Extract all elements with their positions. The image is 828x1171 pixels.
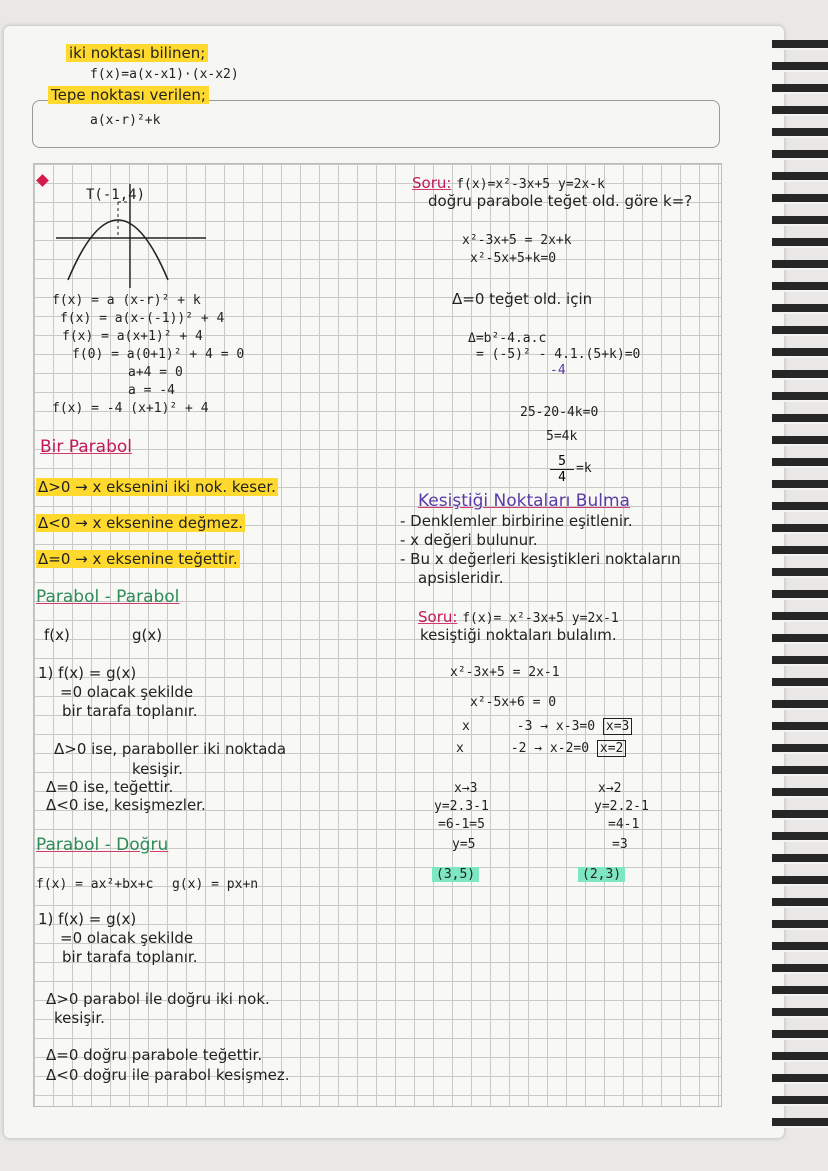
parabol-parabol-title: Parabol - Parabol	[36, 587, 180, 607]
soru1-step7: 25-20-4k=0	[520, 405, 599, 420]
pd-fx: f(x) = ax²+bx+c	[36, 877, 154, 892]
pd-step6: Δ=0 doğru parabole teğettir.	[46, 1046, 263, 1064]
case1-b: y=2.3-1	[434, 799, 489, 814]
case1-d: y=5	[452, 837, 476, 852]
soru1-line	[412, 174, 605, 194]
soru1-step5: = (-5)² - 4.1.(5+k)=0	[476, 347, 641, 362]
soru1-fraction	[550, 454, 574, 485]
left-line2: f(x) = a(x-(-1))² + 4	[60, 311, 225, 326]
pp-step6: Δ=0 ise, teğettir.	[46, 778, 174, 796]
soru2-question2: kesiştiği noktaları bulalım.	[420, 626, 617, 644]
left-line6: a = -4	[128, 383, 175, 398]
kesisme-step1: - Denklemler birbirine eşitlenir.	[400, 512, 633, 530]
factor2-x: x	[456, 741, 464, 756]
spiral-binding	[772, 30, 828, 1140]
pd-step3: bir tarafa toplanır.	[62, 948, 198, 966]
soru2-label: Soru:	[418, 608, 458, 626]
soru2-step2: x²-5x+6 = 0	[470, 695, 557, 710]
parabol-dogru-title: Parabol - Doğru	[36, 835, 169, 855]
factor2-text: -2 → x-2=0	[510, 741, 590, 756]
fraction-numerator: 5	[550, 454, 574, 470]
left-line7: f(x) = -4 (x+1)² + 4	[52, 401, 209, 416]
soru1-step1: x²-3x+5 = 2x+k	[462, 233, 572, 248]
case2-b: y=2.2-1	[594, 799, 649, 814]
case2-c: =4-1	[608, 817, 640, 832]
case2-point: (2,3)	[578, 866, 625, 884]
factor1-result: x=3	[603, 718, 632, 735]
kesisme-title: Kesiştiği Noktaları Bulma	[418, 491, 630, 511]
pd-step2: =0 olacak şekilde	[60, 929, 194, 947]
soru1-step4: Δ=b²-4.a.c	[468, 331, 547, 346]
pd-step1: 1) f(x) = g(x)	[38, 910, 137, 928]
pp-step2: =0 olacak şekilde	[60, 683, 194, 701]
graph-vertex-label: T(-1,4)	[86, 187, 146, 203]
soru1-step8: 5=4k	[546, 429, 578, 444]
kesisme-step2: - x değeri bulunur.	[400, 531, 538, 549]
soru1-step2: x²-5x+5+k=0	[470, 251, 557, 266]
case1-point: (3,5)	[432, 866, 479, 884]
pd-gx: g(x) = px+n	[172, 877, 259, 892]
left-line4: f(0) = a(0+1)² + 4 = 0	[72, 347, 245, 362]
pp-step3: bir tarafa toplanır.	[62, 702, 198, 720]
pp-step7: Δ<0 ise, kesişmezler.	[46, 796, 206, 814]
soru1-question2: doğru parabole teğet old. göre k=?	[428, 192, 693, 210]
factor1-x: x	[462, 719, 470, 734]
case2-a: x→2	[598, 781, 622, 796]
delta-rule-1: Δ>0 → x eksenini iki nok. keser.	[38, 478, 276, 496]
case1-c: =6-1=5	[438, 817, 485, 832]
pp-step1: 1) f(x) = g(x)	[38, 664, 137, 682]
soru2-step1: x²-3x+5 = 2x-1	[450, 665, 560, 680]
delta-rule-3: Δ=0 → x eksenine teğettir.	[38, 550, 238, 568]
pp-step4: Δ>0 ise, paraboller iki noktada	[54, 740, 287, 758]
top-line3: Tepe noktası verilen;	[48, 86, 209, 104]
factor1-text: -3 → x-3=0	[516, 719, 596, 734]
soru1-step3: Δ=0 teğet old. için	[452, 290, 593, 308]
soru2-question: f(x)= x²-3x+5 y=2x-1	[462, 611, 619, 626]
soru2-factor2	[456, 740, 626, 758]
pd-step4: Δ>0 parabol ile doğru iki nok.	[46, 990, 270, 1008]
top-line2: f(x)=a(x-x1)·(x-x2)	[90, 67, 239, 82]
pd-step5: kesişir.	[54, 1009, 105, 1027]
top-line4: a(x-r)²+k	[90, 113, 161, 128]
pp-step5: kesişir.	[132, 760, 183, 778]
soru1-fraction-result: =k	[576, 461, 592, 476]
fraction-denominator: 4	[558, 470, 566, 485]
soru1-label: Soru:	[412, 174, 452, 192]
pp-fx: f(x)	[44, 626, 70, 644]
case1-a: x→3	[454, 781, 478, 796]
kesisme-step3: - Bu x değerleri kesiştikleri noktaların	[400, 550, 681, 568]
soru1-question: f(x)=x²-3x+5 y=2x-k	[456, 177, 605, 192]
top-line1: iki noktası bilinen;	[66, 44, 208, 62]
pd-step7: Δ<0 doğru ile parabol kesişmez.	[46, 1066, 290, 1084]
soru2-line	[418, 608, 619, 628]
kesisme-step4: apsisleridir.	[418, 569, 504, 587]
left-line3: f(x) = a(x+1)² + 4	[62, 329, 203, 344]
delta-rule-2: Δ<0 → x eksenine değmez.	[38, 514, 244, 532]
pp-gx: g(x)	[132, 626, 163, 644]
left-line5: a+4 = 0	[128, 365, 183, 380]
soru1-step6: -4	[550, 363, 566, 378]
left-line1: f(x) = a (x-r)² + k	[52, 293, 201, 308]
case2-d: =3	[612, 837, 628, 852]
factor2-result: x=2	[597, 740, 626, 757]
bir-parabol-title: Bir Parabol	[40, 437, 133, 457]
soru2-factor1	[462, 718, 632, 736]
